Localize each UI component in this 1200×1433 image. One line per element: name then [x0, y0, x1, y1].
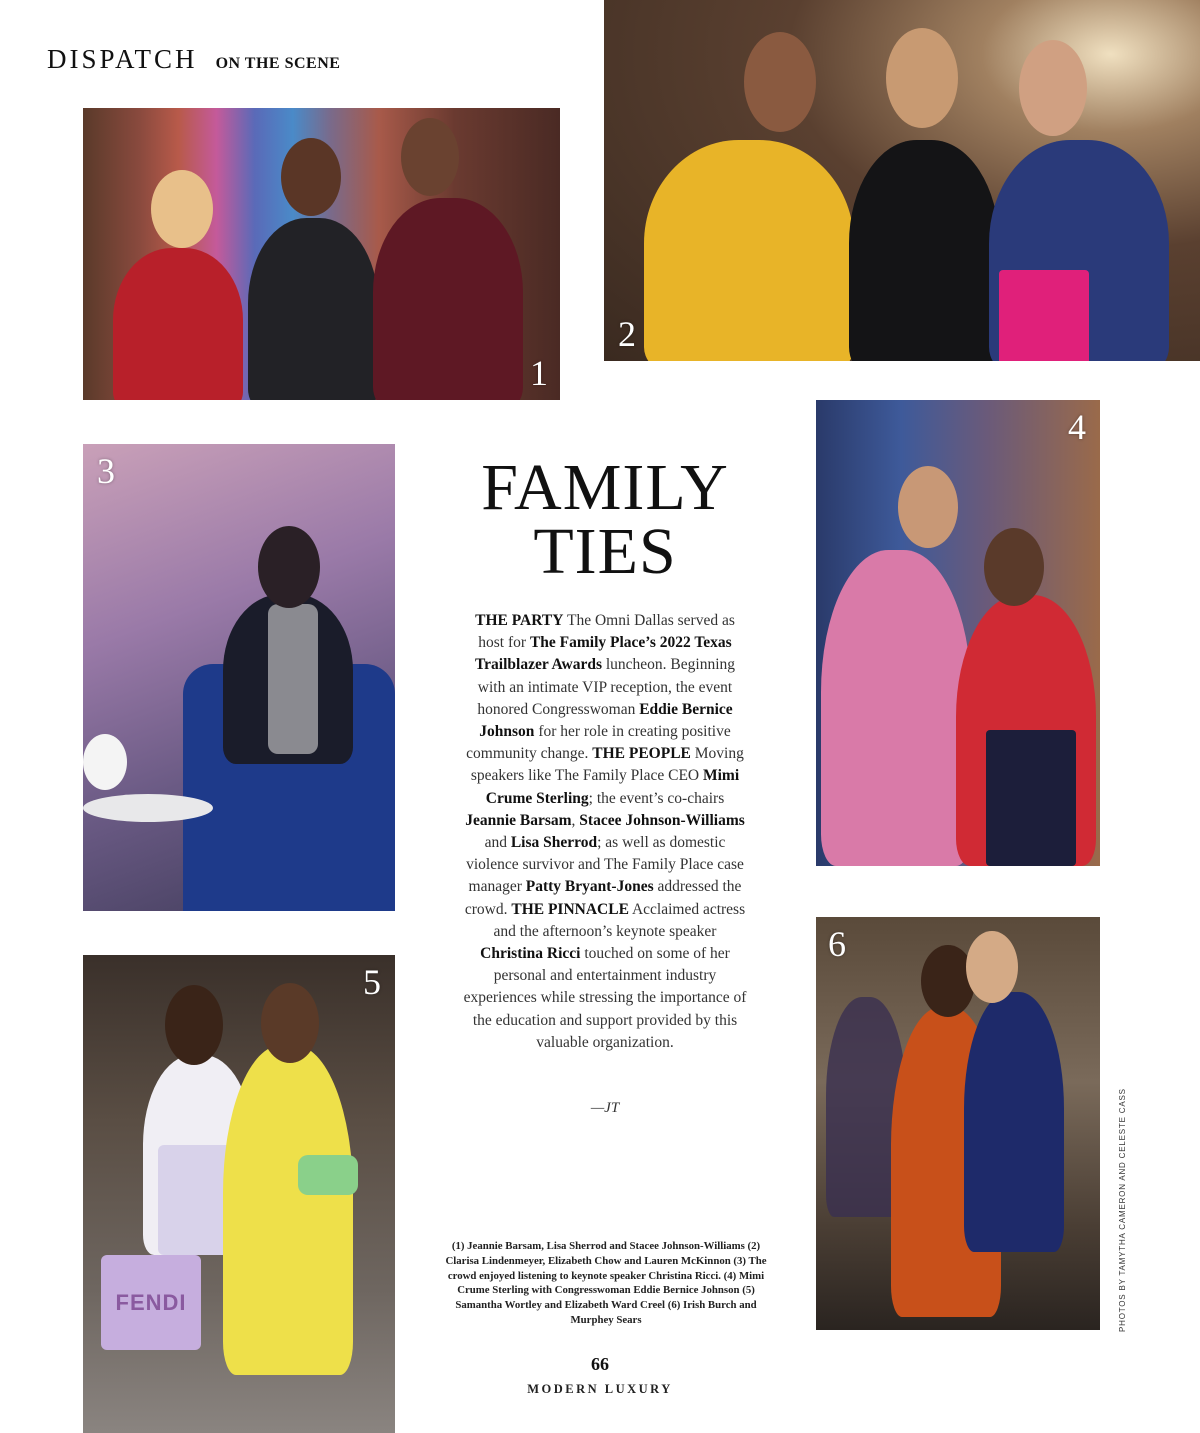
- body-bold: The Family Place’s 2022 Texas Trailblazer Awards: [474, 634, 732, 674]
- body-bold: Patty Bryant-Jones: [525, 878, 654, 896]
- body-span: and: [484, 834, 511, 852]
- section-subtitle: ON THE SCENE: [215, 55, 341, 72]
- photo-captions: (1) Jeannie Barsam, Lisa Sherrod and Stacee Johnson-Williams (2) Clarisa Lindenmeyer, Elizabeth Chow and Lauren McKinnon (3) The crowd enjoyed listening to keynote speaker Christina Ricci. (4) Mimi Crume Sterling with Congresswoman Eddie Bernice Johnson (5) Samantha Wortley and Elizabeth Ward Creel (6) Irish Burch and Murphey Sears: [445, 1240, 767, 1326]
- photo-3: [83, 444, 395, 911]
- photo-number: 6: [828, 924, 846, 964]
- photo-number: 3: [97, 451, 115, 491]
- photo-5: [83, 955, 395, 1433]
- body-span: The Omni Dallas served as host for: [478, 612, 735, 652]
- photo-4: [816, 400, 1100, 866]
- body-span: ,: [571, 811, 580, 829]
- section-label: THE PINNACLE: [511, 900, 629, 918]
- photo-credit: PHOTOS BY TAMYTHA CAMERON AND CELESTE CASS: [1118, 1088, 1127, 1332]
- photo-number: 4: [1068, 407, 1086, 447]
- page-number: 66: [591, 1354, 609, 1374]
- body-bold: Stacee Johnson-Williams: [579, 811, 745, 829]
- body-span: Acclaimed actress and the afternoon’s keynote speaker: [493, 900, 746, 940]
- article-title: [430, 451, 780, 588]
- page-header: [47, 44, 340, 75]
- body-span: luncheon. Beginning with an intimate VIP reception, the event honored Congresswoman: [477, 656, 736, 718]
- photo-1: [83, 108, 560, 400]
- body-bold: Christina Ricci: [480, 945, 581, 963]
- article-body: [462, 610, 748, 1054]
- body-span: addressed the crowd.: [464, 878, 742, 918]
- magazine-name: MODERN LUXURY: [527, 1382, 673, 1396]
- body-bold: Lisa Sherrod: [510, 834, 598, 852]
- body-bold: Mimi Crume Sterling: [485, 767, 740, 807]
- photo-2: [604, 0, 1200, 361]
- section-title: DISPATCH: [47, 44, 198, 74]
- photo-number: 5: [363, 962, 381, 1002]
- body-span: Moving speakers like The Family Place CEO: [470, 745, 744, 785]
- photo-number: 1: [530, 353, 548, 393]
- photo-6: [816, 917, 1100, 1330]
- title-line-1: FAMILY: [481, 451, 729, 524]
- title-line-2: TIES: [533, 515, 677, 588]
- section-label: THE PEOPLE: [592, 745, 691, 763]
- body-span: for her role in creating positive community change.: [466, 723, 731, 763]
- photo-number: 2: [618, 314, 636, 354]
- body-span: ; as well as domestic violence survivor and The Family Place case manager: [466, 834, 744, 896]
- bag-brand-text: FENDI: [115, 1289, 187, 1315]
- body-bold: Eddie Bernice Johnson: [479, 700, 733, 741]
- body-span: ; the event’s co-chairs: [588, 789, 725, 807]
- section-label: THE PARTY: [475, 612, 564, 629]
- body-span: touched on some of her personal and entertainment industry experiences while stressing the importance of the education and support provided by this valuable organization.: [463, 945, 747, 1051]
- body-bold: Jeannie Barsam: [465, 811, 572, 829]
- author-signoff: —JT: [590, 1100, 620, 1116]
